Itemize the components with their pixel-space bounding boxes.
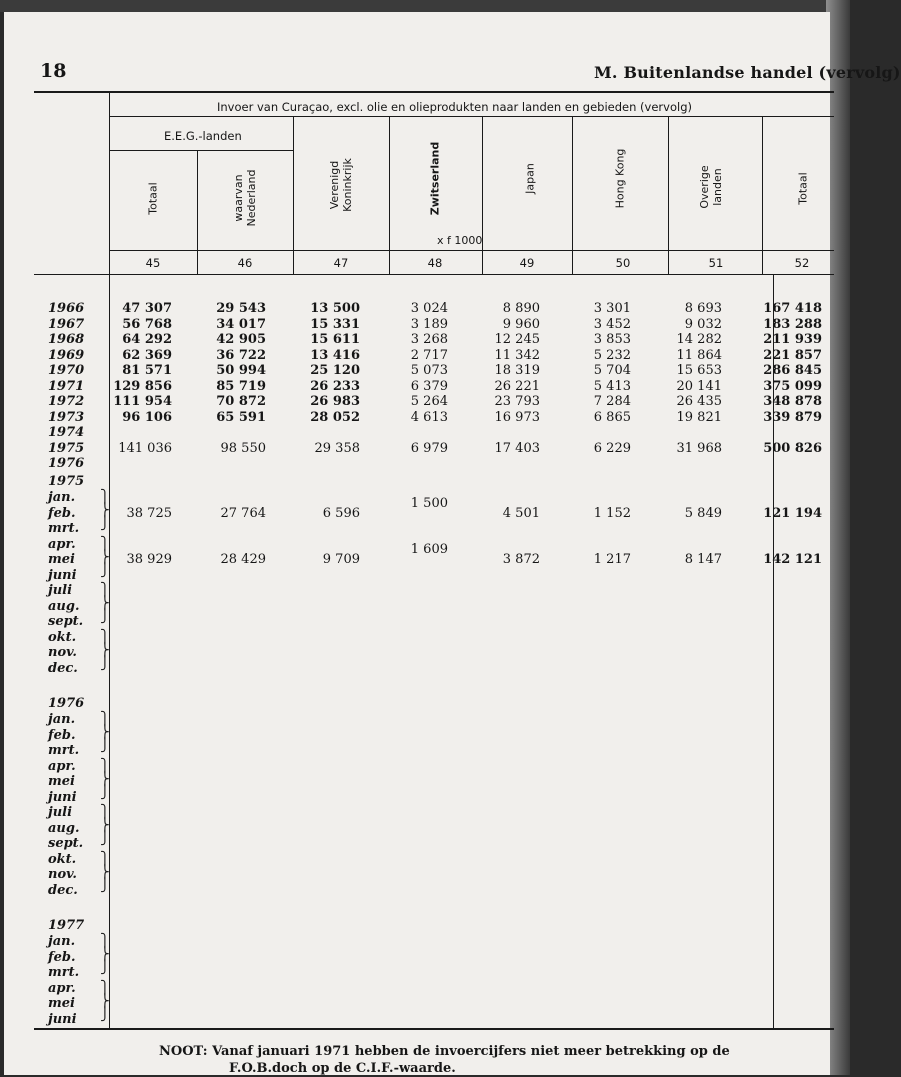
col-divider-2 bbox=[293, 116, 294, 274]
col-header-japan: Japan bbox=[523, 163, 537, 194]
year-label: 1973 bbox=[48, 409, 85, 425]
quarter-cell: 28 429 bbox=[220, 552, 266, 567]
month-label: feb. bbox=[48, 505, 76, 521]
table-cell: 5 073 bbox=[410, 363, 448, 378]
col-divider-3 bbox=[389, 116, 390, 274]
colnum-bottom-rule bbox=[34, 274, 834, 275]
year-label: 1970 bbox=[48, 363, 85, 378]
col-number-52: 52 bbox=[794, 256, 810, 270]
table-cell: 3 853 bbox=[593, 332, 631, 347]
table-cell: 3 024 bbox=[410, 301, 448, 316]
month-label: feb. bbox=[48, 727, 76, 743]
quarter-cell: 1 609 bbox=[410, 542, 448, 557]
col-number-46: 46 bbox=[237, 256, 253, 270]
table-cell: 31 968 bbox=[676, 440, 722, 456]
table-cell: 6 865 bbox=[593, 409, 631, 425]
col-divider-4 bbox=[482, 116, 483, 274]
col-header-nederland bbox=[232, 153, 258, 243]
top-rule bbox=[34, 91, 834, 93]
table-cell: 8 890 bbox=[502, 301, 540, 316]
table-cell: 6 379 bbox=[410, 378, 448, 394]
col-header-totaal-eeg: Totaal bbox=[146, 182, 160, 215]
table-cell: 47 307 bbox=[122, 301, 172, 316]
month-label: mei bbox=[48, 552, 75, 567]
table-cell: 183 288 bbox=[763, 316, 822, 332]
eeg-underline bbox=[109, 150, 293, 151]
year-label-1975: 1975 bbox=[48, 474, 85, 489]
year-label-1976: 1976 bbox=[48, 696, 85, 711]
table-cell: 16 973 bbox=[494, 409, 540, 425]
quarter-cell: 9 709 bbox=[322, 552, 360, 567]
col-header-zwitserland: Zwitserland bbox=[428, 141, 442, 216]
year-label: 1966 bbox=[48, 301, 85, 316]
quarter-cell: 142 121 bbox=[763, 552, 822, 567]
table-cell: 26 983 bbox=[310, 394, 360, 409]
footnote-line-1: NOOT: Vanaf januari 1971 hebben de invoercijfers niet meer betrekking op de bbox=[159, 1044, 730, 1059]
table-cell: 15 331 bbox=[310, 316, 360, 332]
table-cell: 28 052 bbox=[310, 409, 360, 425]
table-cell: 11 342 bbox=[494, 347, 540, 363]
col-header-vk bbox=[328, 140, 354, 230]
col-number-48: 48 bbox=[427, 256, 443, 270]
quarter-brace: ⎫ ⎬ ⎭ bbox=[100, 629, 110, 671]
year-label: 1976 bbox=[48, 456, 85, 471]
month-label: jan. bbox=[48, 490, 76, 505]
quarter-cell: 8 147 bbox=[684, 552, 722, 567]
quarter-brace: ⎫ ⎬ ⎭ bbox=[100, 583, 110, 624]
quarter-cell: 27 764 bbox=[220, 506, 266, 521]
title-underline bbox=[109, 116, 834, 117]
month-label: mrt. bbox=[48, 965, 80, 980]
month-label: mrt. bbox=[48, 521, 80, 536]
table-cell: 13 416 bbox=[310, 347, 360, 363]
col-header-nederland-text: waarvan Nederland bbox=[232, 169, 258, 227]
quarter-cell: 5 849 bbox=[684, 506, 722, 521]
col-header-vk-text: Verenigd Koninkrijk bbox=[328, 158, 354, 212]
month-label: juli bbox=[48, 805, 73, 820]
month-label: mei bbox=[48, 996, 75, 1011]
month-label: juli bbox=[48, 583, 73, 598]
col-number-49: 49 bbox=[519, 256, 535, 270]
quarter-brace: ⎫ ⎬ ⎭ bbox=[100, 758, 110, 800]
table-cell: 42 905 bbox=[216, 332, 266, 347]
page-number: 18 bbox=[40, 60, 67, 82]
month-label: apr. bbox=[48, 980, 76, 996]
year-label: 1968 bbox=[48, 332, 85, 347]
table-cell: 64 292 bbox=[122, 332, 172, 347]
table-cell: 5 232 bbox=[593, 347, 631, 363]
footnote-line-2: F.O.B.doch op de C.I.F.-waarde. bbox=[229, 1061, 456, 1076]
month-label: nov. bbox=[48, 645, 77, 660]
quarter-brace: ⎫ ⎬ ⎭ bbox=[100, 851, 110, 893]
month-label: aug. bbox=[48, 820, 80, 836]
month-label: feb. bbox=[48, 949, 76, 965]
table-cell: 12 245 bbox=[494, 332, 540, 347]
table-cell: 129 856 bbox=[113, 378, 172, 394]
col-number-45: 45 bbox=[145, 256, 161, 270]
col-number-50: 50 bbox=[615, 256, 631, 270]
table-cell: 375 099 bbox=[763, 378, 822, 394]
col-header-overige-text: Overige landen bbox=[698, 165, 724, 209]
quarter-brace: ⎫ ⎬ ⎭ bbox=[100, 712, 110, 753]
month-label: sept. bbox=[48, 614, 84, 629]
table-cell: 56 768 bbox=[122, 316, 172, 332]
document-page bbox=[4, 12, 901, 1076]
col-number-51: 51 bbox=[708, 256, 724, 270]
month-label: jan. bbox=[48, 712, 76, 727]
month-label: apr. bbox=[48, 536, 76, 552]
table-cell: 13 500 bbox=[310, 301, 360, 316]
year-label: 1971 bbox=[48, 378, 85, 394]
quarter-brace: ⎫ ⎬ ⎭ bbox=[100, 934, 110, 975]
table-cell: 6 229 bbox=[593, 440, 631, 456]
quarter-brace: ⎫ ⎬ ⎭ bbox=[100, 805, 110, 846]
table-cell: 5 264 bbox=[410, 394, 448, 409]
table-cell: 221 857 bbox=[763, 347, 822, 363]
quarter-cell: 6 596 bbox=[322, 506, 360, 521]
table-cell: 9 032 bbox=[684, 316, 722, 332]
table-cell: 286 845 bbox=[763, 363, 822, 378]
table-cell: 65 591 bbox=[216, 409, 266, 425]
table-cell: 26 221 bbox=[494, 378, 540, 394]
table-title: Invoer van Curaçao, excl. olie en olieprodukten naar landen en gebieden (vervolg) bbox=[217, 100, 692, 114]
table-cell: 81 571 bbox=[122, 363, 172, 378]
table-cell: 96 106 bbox=[122, 409, 172, 425]
table-cell: 211 939 bbox=[763, 332, 822, 347]
unit-label: x f 1000 bbox=[437, 234, 483, 247]
table-cell: 5 413 bbox=[593, 378, 631, 394]
month-label: juni bbox=[48, 1011, 77, 1027]
month-label: mei bbox=[48, 774, 75, 789]
month-label: jan. bbox=[48, 934, 76, 949]
quarter-cell: 1 217 bbox=[593, 552, 631, 567]
table-cell: 3 452 bbox=[593, 316, 631, 332]
table-cell: 500 826 bbox=[763, 440, 822, 456]
col-header-hongkong: Hong Kong bbox=[613, 148, 627, 209]
month-label: juni bbox=[48, 567, 77, 583]
year-label: 1974 bbox=[48, 425, 85, 440]
quarter-brace: ⎫ ⎬ ⎭ bbox=[100, 490, 110, 531]
year-label: 1967 bbox=[48, 316, 85, 332]
table-cell: 18 319 bbox=[494, 363, 540, 378]
col-divider-7 bbox=[762, 116, 763, 274]
month-label: dec. bbox=[48, 882, 78, 898]
table-cell: 111 954 bbox=[113, 394, 172, 409]
table-cell: 36 722 bbox=[216, 347, 266, 363]
bottom-rule bbox=[34, 1028, 834, 1030]
quarter-cell: 3 872 bbox=[502, 552, 540, 567]
table-cell: 29 543 bbox=[216, 301, 266, 316]
quarter-cell: 38 929 bbox=[126, 552, 172, 567]
table-cell: 25 120 bbox=[310, 363, 360, 378]
scan-border-top bbox=[0, 0, 850, 12]
table-cell: 17 403 bbox=[494, 440, 540, 456]
table-cell: 167 418 bbox=[763, 301, 822, 316]
table-cell: 141 036 bbox=[118, 440, 172, 456]
month-label: aug. bbox=[48, 598, 80, 614]
footnote bbox=[159, 1043, 730, 1077]
table-cell: 70 872 bbox=[216, 394, 266, 409]
col-header-totaal: Totaal bbox=[796, 172, 810, 205]
table-cell: 34 017 bbox=[216, 316, 266, 332]
table-cell: 26 435 bbox=[676, 394, 722, 409]
col-number-47: 47 bbox=[333, 256, 349, 270]
table-cell: 3 189 bbox=[410, 316, 448, 332]
table-cell: 50 994 bbox=[216, 363, 266, 378]
col-divider-1 bbox=[197, 150, 198, 274]
table-cell: 6 979 bbox=[410, 440, 448, 456]
month-label: okt. bbox=[48, 851, 77, 867]
table-cell: 3 301 bbox=[593, 301, 631, 316]
table-cell: 9 960 bbox=[502, 316, 540, 332]
table-cell: 7 284 bbox=[593, 394, 631, 409]
table-cell: 8 693 bbox=[684, 301, 722, 316]
table-cell: 15 653 bbox=[676, 363, 722, 378]
table-cell: 4 613 bbox=[410, 409, 448, 425]
col-divider-6 bbox=[668, 116, 669, 274]
year-label: 1969 bbox=[48, 347, 85, 363]
colnum-top-rule bbox=[109, 250, 834, 251]
quarter-cell: 4 501 bbox=[502, 506, 540, 521]
table-cell: 348 878 bbox=[763, 394, 822, 409]
quarter-brace: ⎫ ⎬ ⎭ bbox=[100, 980, 110, 1022]
col-divider-5 bbox=[572, 116, 573, 274]
table-cell: 26 233 bbox=[310, 378, 360, 394]
table-cell: 11 864 bbox=[676, 347, 722, 363]
table-cell: 3 268 bbox=[410, 332, 448, 347]
quarter-brace: ⎫ ⎬ ⎭ bbox=[100, 536, 110, 578]
month-label: mrt. bbox=[48, 743, 80, 758]
month-label: sept. bbox=[48, 836, 84, 851]
quarter-cell: 1 152 bbox=[593, 506, 631, 521]
table-cell: 29 358 bbox=[314, 440, 360, 456]
table-cell: 2 717 bbox=[410, 347, 448, 363]
year-label: 1972 bbox=[48, 394, 85, 409]
month-label: dec. bbox=[48, 660, 78, 676]
table-cell: 15 611 bbox=[310, 332, 360, 347]
month-label: okt. bbox=[48, 629, 77, 645]
table-cell: 85 719 bbox=[216, 378, 266, 394]
table-cell: 19 821 bbox=[676, 409, 722, 425]
month-label: apr. bbox=[48, 758, 76, 774]
month-label: nov. bbox=[48, 867, 77, 882]
table-cell: 14 282 bbox=[676, 332, 722, 347]
table-cell: 5 704 bbox=[593, 363, 631, 378]
table-cell: 23 793 bbox=[494, 394, 540, 409]
col-header-overige bbox=[698, 142, 724, 232]
table-cell: 62 369 bbox=[122, 347, 172, 363]
quarter-cell: 121 194 bbox=[763, 506, 822, 521]
table-cell: 98 550 bbox=[220, 440, 266, 456]
eeg-group-header: E.E.G.-landen bbox=[164, 129, 242, 143]
quarter-cell: 38 725 bbox=[126, 506, 172, 521]
year-label: 1975 bbox=[48, 440, 85, 456]
month-label: juni bbox=[48, 789, 77, 805]
quarter-cell: 1 500 bbox=[410, 496, 448, 511]
table-cell: 339 879 bbox=[763, 409, 822, 425]
table-cell: 20 141 bbox=[676, 378, 722, 394]
year-label-1977: 1977 bbox=[48, 918, 85, 933]
header-title: M. Buitenlandse handel (vervolg) bbox=[594, 63, 901, 82]
